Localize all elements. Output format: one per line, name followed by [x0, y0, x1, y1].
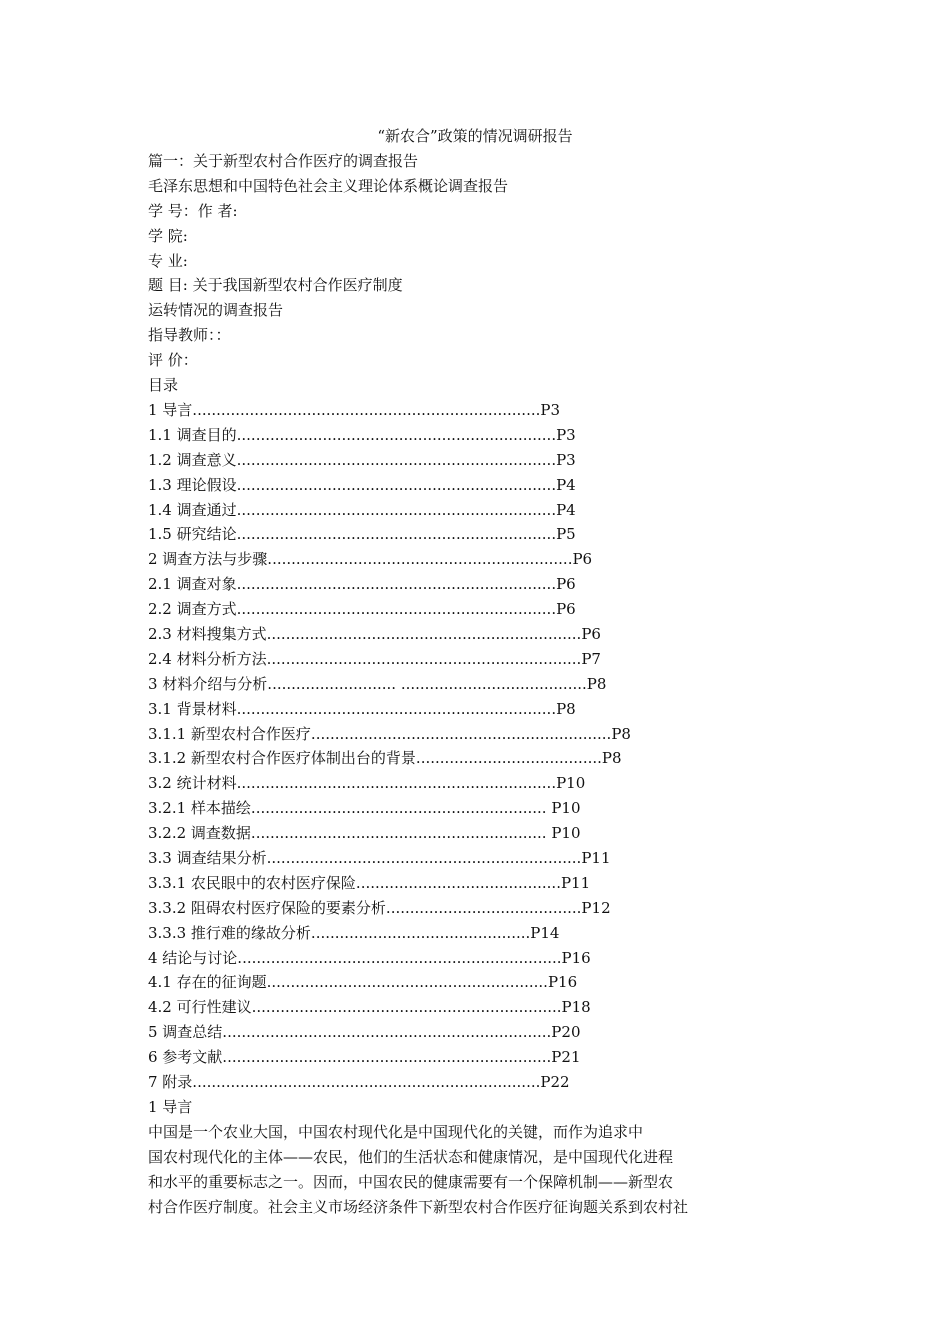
paragraph-line: 国农村现代化的主体——农民，他们的生活状态和健康情况，是中国现代化进程 — [148, 1148, 674, 1166]
toc-heading: 目录 — [148, 376, 179, 394]
toc-item: 2.3 材料搜集方式..................................................................P6 — [148, 625, 601, 644]
toc-item: 3.2.2 调查数据.............................................................. P10 — [148, 824, 581, 843]
header-line-advisor: 指导教师：： — [148, 326, 231, 344]
header-line-topic: 题 目: 关于我国新型农村合作医疗制度 — [148, 276, 403, 294]
paragraph-line: 中国是一个农业大国，中国农村现代化是中国现代化的关键，而作为追求中 — [148, 1123, 644, 1141]
header-line-topic-cont: 运转情况的调查报告 — [148, 301, 284, 319]
toc-item: 3.3.2 阻碍农村医疗保险的要素分析.........................................P12 — [148, 898, 611, 917]
toc-item: 1.5 研究结论...................................................................P5 — [148, 525, 576, 544]
header-line-student-id: 学 号：作 者: — [148, 202, 238, 220]
header-line-article: 篇一：关于新型农村合作医疗的调查报告 — [148, 152, 419, 170]
section-heading: 1 导言 — [148, 1098, 193, 1116]
header-line-major: 专 业: — [148, 252, 188, 270]
toc-item: 3 材料介绍与分析........................... .......................................P8 — [148, 674, 607, 693]
toc-item: 2.2 调查方式...................................................................P6 — [148, 600, 576, 619]
toc-item: 3.3.3 推行难的缘故分析..............................................P14 — [148, 923, 560, 942]
toc-item: 4 结论与讨论....................................................................P16 — [148, 948, 591, 967]
table-of-contents — [148, 400, 631, 1097]
toc-item: 5 调查总结.....................................................................P20 — [148, 1023, 581, 1042]
toc-item: 4.1 存在的征询题...........................................................P16 — [148, 973, 578, 992]
toc-item: 6 参考文献.....................................................................P21 — [148, 1048, 581, 1067]
introduction-section — [148, 1097, 768, 1222]
header-line-college: 学 院: — [148, 227, 188, 245]
paragraph-line: 村合作医疗制度。社会主义市场经济条件下新型农村合作医疗征询题关系到农村社 — [148, 1198, 689, 1216]
toc-item: 2.1 调查对象...................................................................P6 — [148, 575, 576, 594]
toc-item: 1.1 调查目的...................................................................P3 — [148, 425, 576, 444]
toc-item: 3.2.1 样本描绘.............................................................. P10 — [148, 799, 581, 818]
toc-item: 1.3 理论假设...................................................................P4 — [148, 475, 576, 494]
toc-item: 3.1.1 新型农村合作医疗...............................................................P8 — [148, 724, 631, 743]
toc-item: 7 附录.........................................................................P22 — [148, 1073, 570, 1092]
toc-item: 1 导言.........................................................................P3 — [148, 401, 561, 419]
toc-item: 3.2 统计材料...................................................................P10 — [148, 774, 586, 793]
toc-item: 3.3.1 农民眼中的农村医疗保险...........................................P11 — [148, 873, 591, 892]
toc-item: 3.3 调查结果分析..................................................................P11 — [148, 849, 611, 868]
toc-item: 2.4 材料分析方法..................................................................P7 — [148, 649, 601, 668]
toc-item: 4.2 可行性建议.................................................................P18 — [148, 998, 591, 1017]
header-line-evaluation: 评 价： — [148, 351, 198, 369]
toc-item: 1.4 调查通过...................................................................P4 — [148, 500, 576, 519]
document-title: “新农合”政策的情况调研报告 — [377, 127, 573, 145]
toc-item: 1.2 调查意义...................................................................P3 — [148, 450, 576, 469]
toc-item: 2 调查方法与步骤................................................................P6 — [148, 550, 593, 569]
header-line-report-name: 毛泽东思想和中国特色社会主义理论体系概论调查报告 — [148, 177, 509, 195]
paragraph-line: 和水平的重要标志之一。因而，中国农民的健康需要有一个保障机制——新型农 — [148, 1173, 674, 1191]
toc-item: 3.1 背景材料...................................................................P8 — [148, 699, 576, 718]
toc-item: 3.1.2 新型农村合作医疗体制出台的背景.......................................P8 — [148, 749, 622, 768]
